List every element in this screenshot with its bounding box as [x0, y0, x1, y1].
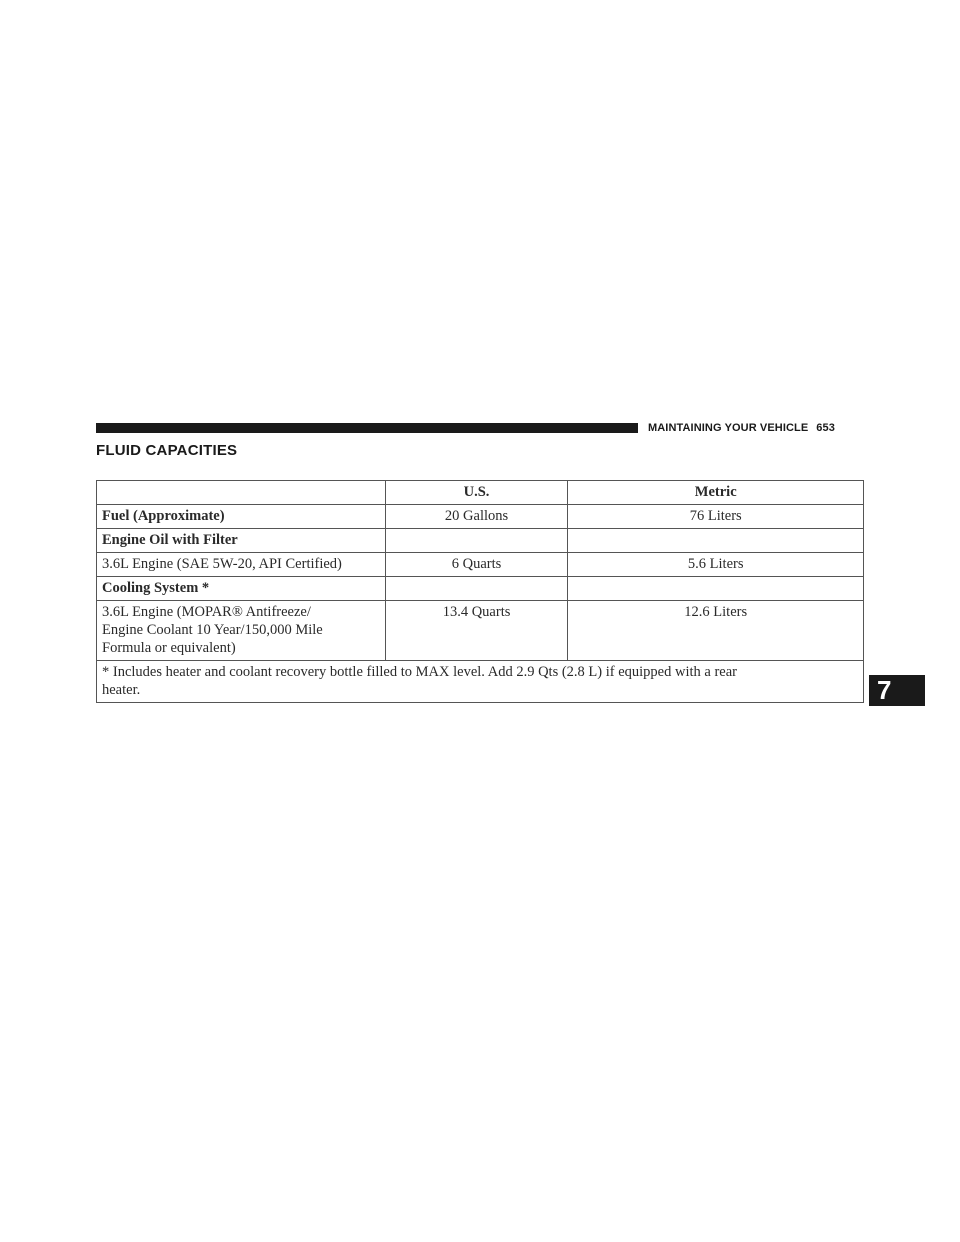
column-header	[97, 481, 386, 505]
footnote-row	[97, 661, 864, 703]
table-row	[97, 529, 864, 553]
us-value: 20 Gallons	[385, 505, 568, 529]
row-label: 3.6L Engine (SAE 5W-20, API Certified)	[97, 553, 386, 577]
header-rule	[96, 423, 638, 433]
row-label: Fuel (Approximate)	[97, 505, 386, 529]
us-value	[385, 529, 568, 553]
row-label-line: 3.6L Engine (MOPAR® Antifreeze/	[102, 604, 311, 620]
footnote	[97, 661, 864, 703]
running-header	[648, 419, 835, 437]
metric-value	[568, 529, 864, 553]
fluid-capacities-table	[96, 480, 864, 703]
header-section-name: MAINTAINING YOUR VEHICLE	[648, 422, 809, 434]
column-header-us: U.S.	[385, 481, 568, 505]
table-row	[97, 577, 864, 601]
column-header-metric: Metric	[568, 481, 864, 505]
metric-value: 5.6 Liters	[568, 553, 864, 577]
metric-value: 76 Liters	[568, 505, 864, 529]
row-label-line: Formula or equivalent)	[102, 640, 236, 656]
table-row	[97, 553, 864, 577]
table-row	[97, 505, 864, 529]
footnote-line: heater.	[102, 682, 141, 698]
chapter-tab: 7	[869, 675, 925, 706]
table-header-row	[97, 481, 864, 505]
metric-value: 12.6 Liters	[568, 601, 864, 661]
row-label: Cooling System *	[97, 577, 386, 601]
row-label	[97, 601, 386, 661]
row-label: Engine Oil with Filter	[97, 529, 386, 553]
row-label-line: Engine Coolant 10 Year/150,000 Mile	[102, 622, 323, 638]
us-value: 6 Quarts	[385, 553, 568, 577]
us-value: 13.4 Quarts	[385, 601, 568, 661]
section-title: FLUID CAPACITIES	[96, 442, 238, 459]
metric-value	[568, 577, 864, 601]
page-number: 653	[816, 422, 835, 434]
table-row	[97, 601, 864, 661]
footnote-line: * Includes heater and coolant recovery bottle filled to MAX level. Add 2.9 Qts (2.8 L) if equipped with a rear	[102, 664, 737, 680]
us-value	[385, 577, 568, 601]
